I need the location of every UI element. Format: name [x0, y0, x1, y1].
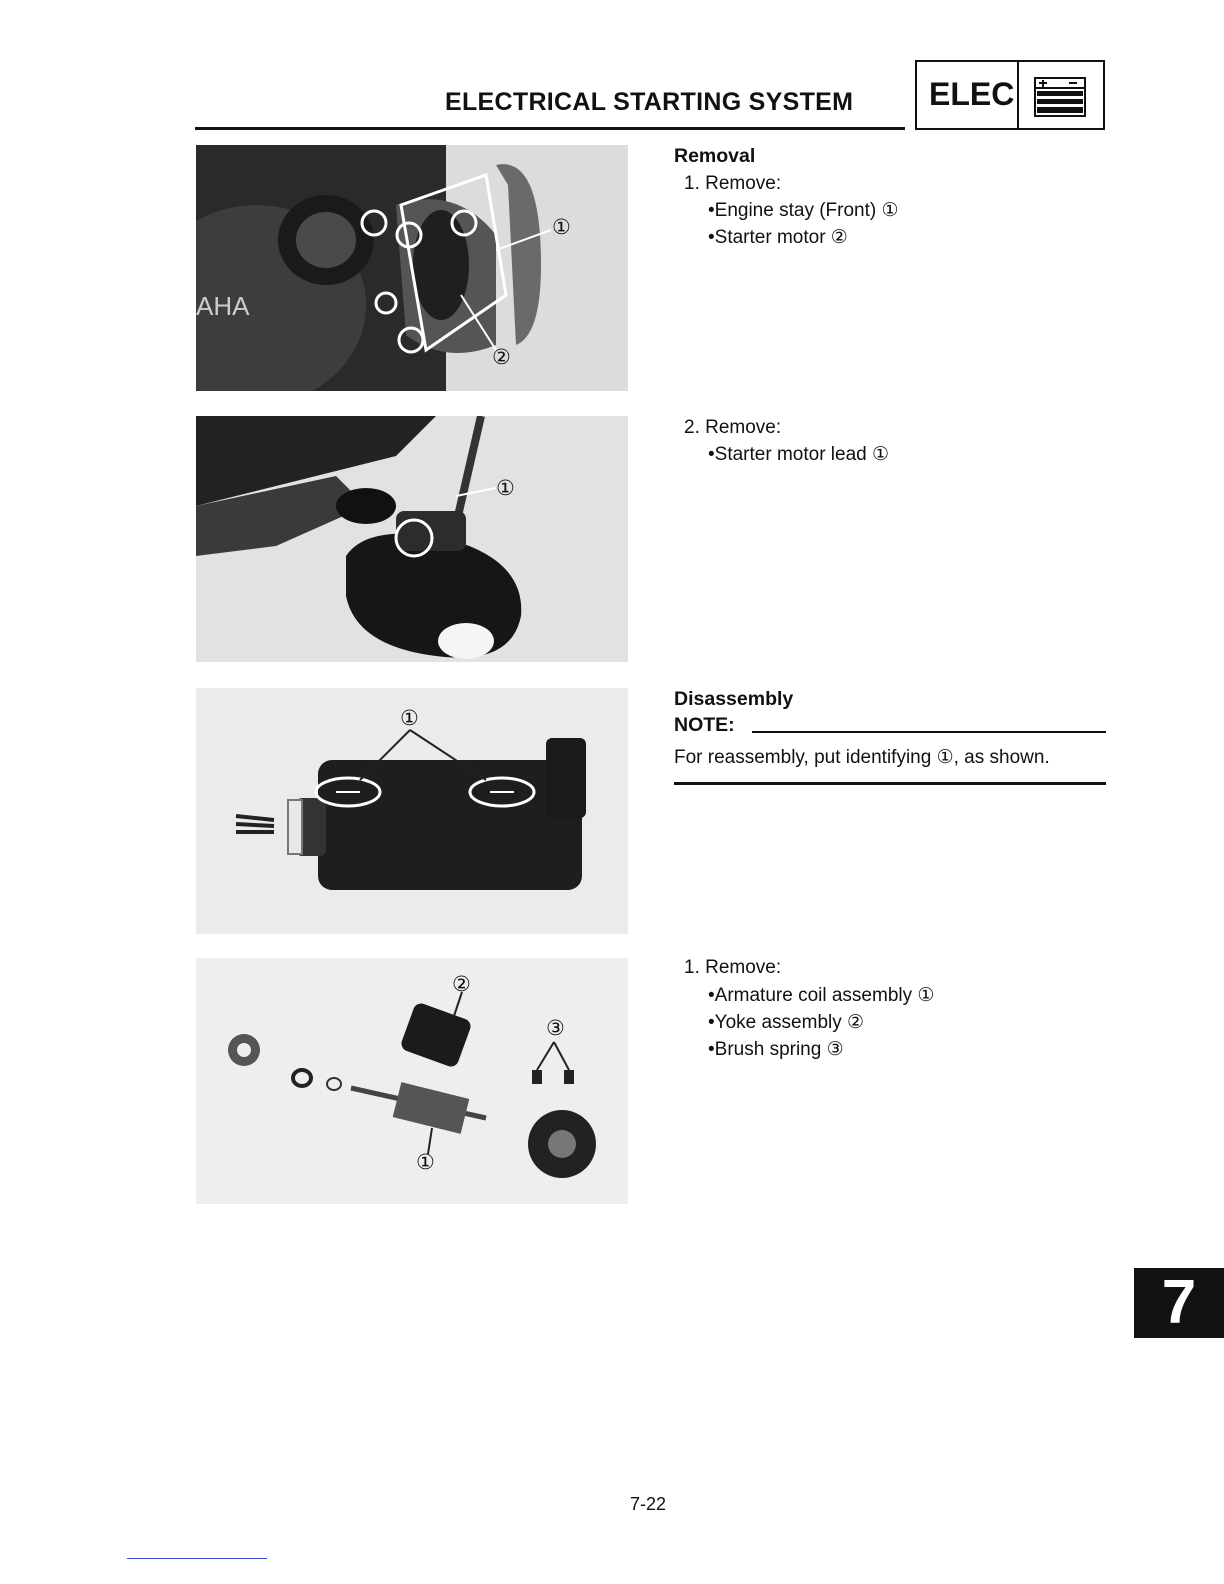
- removal-step-2-items: [708, 441, 889, 468]
- note-text: For reassembly, put identifying ①, as shown.: [674, 747, 1050, 768]
- note-label: NOTE:: [674, 714, 735, 736]
- header-rule: [195, 127, 905, 130]
- callout-1: ①: [416, 1151, 435, 1174]
- disassembly-step-1-items: [708, 982, 934, 1063]
- list-item: •Brush spring ③: [708, 1039, 844, 1060]
- svg-text:AHA: AHA: [196, 291, 250, 321]
- note-rule: [752, 731, 1106, 733]
- callout-2: ②: [492, 346, 511, 369]
- section-badge-label: ELEC: [929, 76, 1015, 112]
- footer-link-line: [127, 1558, 267, 1559]
- list-item: •Armature coil assembly ①: [708, 985, 935, 1006]
- removal-step-1: 1. Remove:: [684, 173, 782, 194]
- photo-engine-stay: [196, 145, 628, 391]
- list-item: •Starter motor lead ①: [708, 444, 890, 465]
- removal-heading: Removal: [674, 145, 756, 167]
- disassembly-step-1: 1. Remove:: [684, 957, 782, 978]
- battery-icon: [1033, 75, 1087, 119]
- callout-1: ①: [552, 216, 571, 239]
- photo-starter-motor-marks: [196, 688, 628, 934]
- disassembly-heading: Disassembly: [674, 688, 794, 710]
- callout-1: ①: [496, 477, 515, 500]
- page-number: 7-22: [630, 1494, 667, 1514]
- photo-exploded-parts: [196, 958, 628, 1204]
- section-badge: [915, 60, 1105, 130]
- chapter-tab: 7: [1134, 1268, 1224, 1338]
- page-title: ELECTRICAL STARTING SYSTEM: [445, 88, 854, 116]
- callout-3: ③: [546, 1017, 565, 1040]
- list-item: •Starter motor ②: [708, 227, 848, 248]
- callout-2: ②: [452, 973, 471, 996]
- removal-step-2: 2. Remove:: [684, 417, 782, 438]
- list-item: •Engine stay (Front) ①: [708, 200, 899, 221]
- note-bottom-rule: [674, 782, 1106, 785]
- callout-1: ①: [400, 707, 419, 730]
- section-badge-divider: [1017, 62, 1019, 128]
- list-item: •Yoke assembly ②: [708, 1012, 865, 1033]
- removal-step-1-items: [708, 197, 899, 251]
- photo-starter-lead: [196, 416, 628, 662]
